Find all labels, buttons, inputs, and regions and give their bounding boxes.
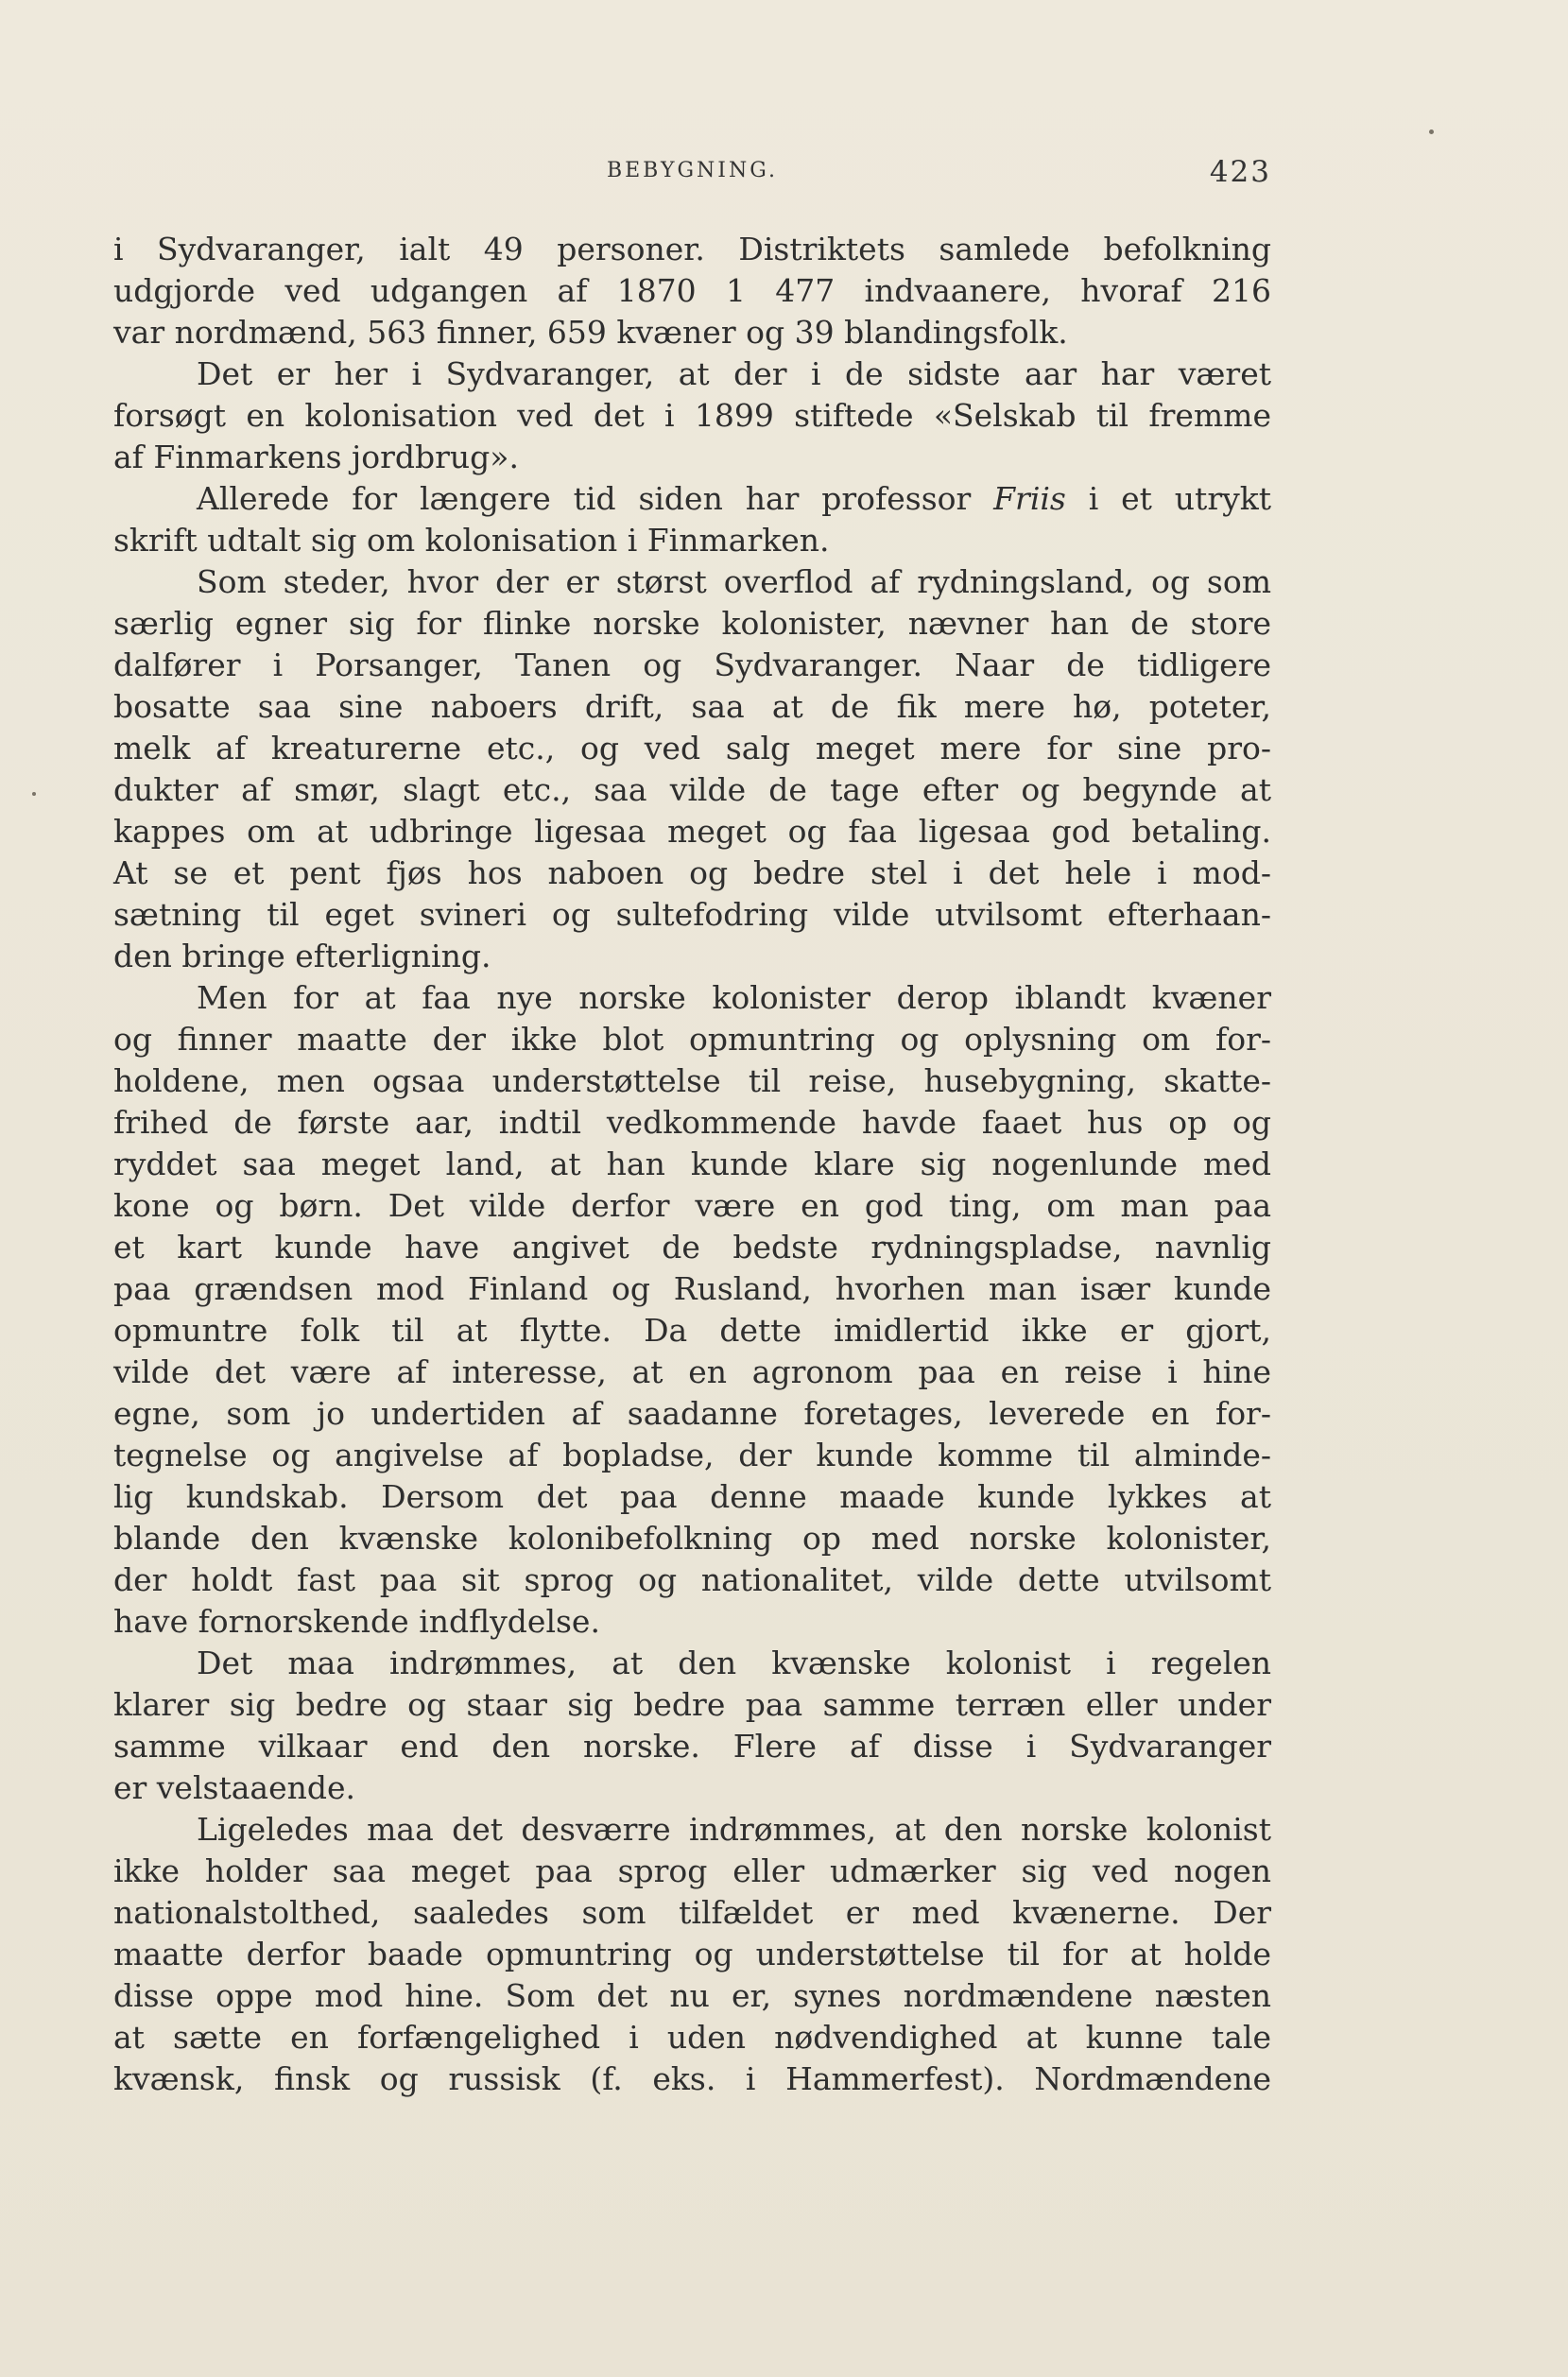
text-line <box>113 1185 1271 1227</box>
text-line <box>113 1435 1271 1476</box>
text-line <box>113 1559 1271 1601</box>
text-line-content: den bringe efterligning. <box>113 938 491 974</box>
text-line-content: nationalstolthed, saaledes som tilfældet er med kvænerne. Der <box>113 1894 1271 1931</box>
text-line <box>113 520 1271 561</box>
text-line-content: Det maa indrømmes, at den kvænske kolonist i regelen <box>197 1645 1271 1681</box>
text-line <box>113 936 1271 977</box>
text-line <box>113 270 1271 312</box>
text-line <box>113 769 1271 811</box>
text-line <box>113 1851 1271 1892</box>
text-line-content: kvænsk, finsk og russisk (f. eks. i Hammerfest). Nordmændene <box>113 2060 1271 2097</box>
text-line-content: maatte derfor baade opmuntring og understøttelse til for at holde <box>113 1936 1271 1972</box>
text-line-content: vilde det være af interesse, at en agronom paa en reise i hine <box>113 1353 1271 1390</box>
page-number: 423 <box>1209 155 1271 189</box>
text-line <box>113 1393 1271 1435</box>
text-line-content: dukter af smør, slagt etc., saa vilde de tage efter og begynde at <box>113 771 1271 808</box>
text-line-content: have fornorskende indflydelse. <box>113 1603 600 1640</box>
text-line <box>113 1476 1271 1518</box>
text-line-content: ryddet saa meget land, at han kunde klare sig nogenlunde med <box>113 1145 1271 1182</box>
text-line <box>113 645 1271 686</box>
text-line <box>113 686 1271 728</box>
text-line <box>113 977 1271 1019</box>
text-line <box>113 561 1271 603</box>
text-line <box>113 1268 1271 1310</box>
text-line-content: samme vilkaar end den norske. Flere af disse i Sydvaranger <box>113 1728 1271 1765</box>
text-line <box>113 1310 1271 1352</box>
text-line-content: blande den kvænske kolonibefolkning op med norske kolonister, <box>113 1520 1271 1557</box>
text-line <box>113 1892 1271 1934</box>
text-line <box>113 1102 1271 1144</box>
text-line-content: tegnelse og angivelse af bopladse, der kunde komme til alminde- <box>113 1437 1271 1473</box>
text-line <box>113 395 1271 437</box>
text-line-content: var nordmænd, 563 finner, 659 kvæner og 39 blandingsfolk. <box>113 314 1068 351</box>
text-line <box>113 1060 1271 1102</box>
text-line <box>113 2058 1271 2100</box>
text-line-content: At se et pent fjøs hos naboen og bedre stel i det hele i mod- <box>113 854 1271 891</box>
text-line-content: sætning til eget svineri og sultefodring vilde utvilsomt efterhaan- <box>113 896 1271 933</box>
text-line-content: Allerede for længere tid siden har professor <box>197 480 994 517</box>
text-line-content: Ligeledes maa det desværre indrømmes, at den norske kolonist <box>197 1811 1271 1848</box>
italic-name: Friis <box>993 480 1066 517</box>
text-line <box>113 1975 1271 2017</box>
text-line-content: og finner maatte der ikke blot opmuntring og oplysning om for- <box>113 1021 1271 1058</box>
text-line-content: særlig egner sig for flinke norske kolonister, nævner han de store <box>113 605 1271 642</box>
text-line-content: udgjorde ved udgangen af 1870 1 477 indvaanere, hvoraf 216 <box>113 272 1271 309</box>
text-line-content: i Sydvaranger, ialt 49 personer. Distriktets samlede befolkning <box>113 231 1271 267</box>
text-line <box>113 728 1271 769</box>
text-line <box>113 1643 1271 1684</box>
text-line-content: dalfører i Porsanger, Tanen og Sydvaranger. Naar de tidligere <box>113 646 1271 683</box>
text-line <box>113 1518 1271 1559</box>
text-line-content: ikke holder saa meget paa sprog eller udmærker sig ved nogen <box>113 1852 1271 1889</box>
text-line-content: klarer sig bedre og staar sig bedre paa samme terræn eller under <box>113 1686 1271 1723</box>
text-line <box>113 312 1271 353</box>
text-line <box>113 894 1271 936</box>
text-line-content: er velstaaende. <box>113 1769 355 1806</box>
text-line <box>113 1019 1271 1060</box>
text-line-content: at sætte en forfængelighed i uden nødvendighed at kunne tale <box>113 2019 1271 2056</box>
text-line <box>113 1352 1271 1393</box>
text-line <box>113 1809 1271 1851</box>
text-line-content: holdene, men ogsaa understøttelse til reise, husebygning, skatte- <box>113 1062 1271 1099</box>
text-line-content: af Finmarkens jordbrug». <box>113 439 519 475</box>
text-line-content: Det er her i Sydvaranger, at der i de sidste aar har været <box>197 355 1271 392</box>
text-line-content: kappes om at udbringe ligesaa meget og faa ligesaa god betaling. <box>113 813 1271 850</box>
text-line-content: der holdt fast paa sit sprog og nationalitet, vilde dette utvilsomt <box>113 1561 1271 1598</box>
text-line-content: paa grændsen mod Finland og Rusland, hvorhen man især kunde <box>113 1270 1271 1307</box>
text-line-content: Men for at faa nye norske kolonister derop iblandt kvæner <box>197 979 1271 1016</box>
text-line <box>113 853 1271 894</box>
text-line-content: skrift udtalt sig om kolonisation i Finmarken. <box>113 522 830 559</box>
text-line <box>113 437 1271 478</box>
body-text <box>113 229 1271 2100</box>
text-line-content: lig kundskab. Dersom det paa denne maade kunde lykkes at <box>113 1478 1271 1515</box>
text-line-content: Som steder, hvor der er størst overflod af rydningsland, og som <box>197 563 1271 600</box>
text-line-content: egne, som jo undertiden af saadanne foretages, leverede en for- <box>113 1395 1271 1432</box>
running-head: BEBYGNING. <box>606 159 779 182</box>
text-line <box>113 353 1271 395</box>
text-line-content: frihed de første aar, indtil vedkommende havde faaet hus op og <box>113 1104 1271 1141</box>
text-line-content: disse oppe mod hine. Som det nu er, synes nordmændene næsten <box>113 1977 1271 2014</box>
text-line-content: opmuntre folk til at flytte. Da dette imidlertid ikke er gjort, <box>113 1312 1271 1349</box>
text-line <box>113 1684 1271 1726</box>
text-line-content: bosatte saa sine naboers drift, saa at de fik mere hø, poteter, <box>113 688 1271 725</box>
text-line <box>113 1601 1271 1643</box>
text-line <box>113 229 1271 270</box>
print-speck <box>32 792 36 796</box>
print-speck <box>1429 129 1434 134</box>
text-line-content: forsøgt en kolonisation ved det i 1899 stiftede «Selskab til fremme <box>113 397 1271 434</box>
text-line <box>113 811 1271 853</box>
text-line <box>113 1144 1271 1185</box>
text-line <box>113 1934 1271 1975</box>
text-line-content: et kart kunde have angivet de bedste rydningspladse, navnlig <box>113 1229 1271 1266</box>
text-line-content: melk af kreaturerne etc., og ved salg meget mere for sine pro- <box>113 730 1271 766</box>
text-line <box>113 478 1271 520</box>
page-header <box>113 155 1271 197</box>
text-line-content: kone og børn. Det vilde derfor være en god ting, om man paa <box>113 1187 1271 1224</box>
text-line <box>113 2017 1271 2058</box>
text-line-continuation: i et utrykt <box>1065 480 1271 517</box>
text-line <box>113 1227 1271 1268</box>
text-line <box>113 1767 1271 1809</box>
text-line <box>113 1726 1271 1767</box>
text-line <box>113 603 1271 645</box>
